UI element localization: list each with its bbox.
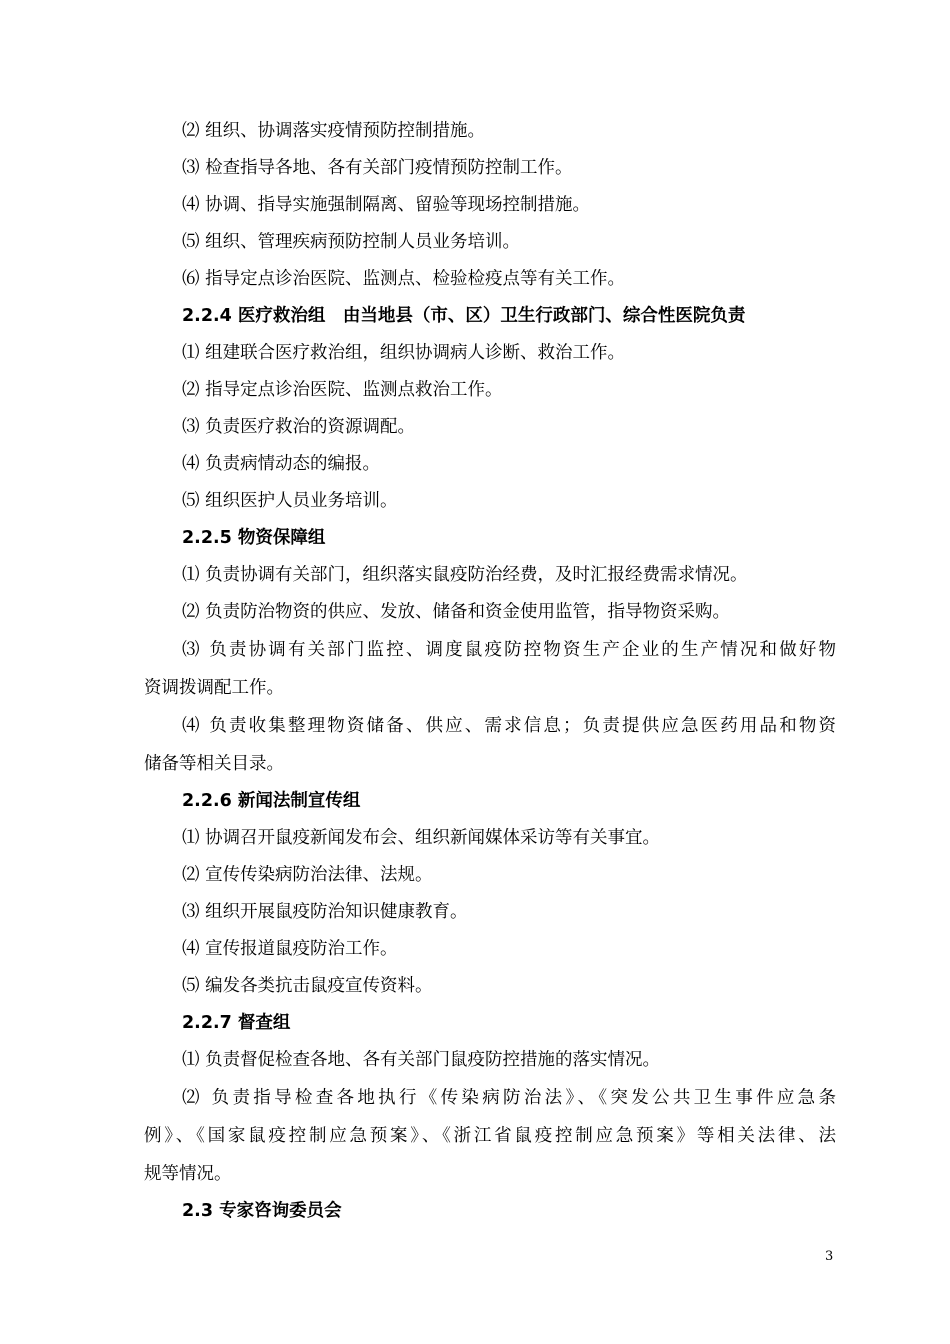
list-item-line: ⑶ 负责协调有关部门监控、调度鼠疫防控物资生产企业的生产情况和做好物 [182, 640, 836, 660]
list-item: ⑹ 指导定点诊治医院、监测点、检验检疫点等有关工作。 [182, 269, 626, 289]
list-item-line: 例》、《国家鼠疫控制应急预案》、《浙江省鼠疫控制应急预案》等相关法律、法 [144, 1126, 836, 1146]
list-item-line: ⑷ 负责收集整理物资储备、供应、需求信息；负责提供应急医药用品和物资 [182, 716, 836, 736]
list-item-line: ⑵ 负责指导检查各地执行《传染病防治法》、《突发公共卫生事件应急条 [182, 1088, 836, 1108]
list-item: ⑴ 组建联合医疗救治组，组织协调病人诊断、救治工作。 [182, 343, 626, 363]
section-heading: 2.2.4 医疗救治组 由当地县（市、区）卫生行政部门、综合性医院负责 [182, 306, 746, 326]
section-heading: 2.3 专家咨询委员会 [182, 1201, 342, 1221]
list-item: ⑷ 协调、指导实施强制隔离、留验等现场控制措施。 [182, 195, 591, 215]
list-item: ⑶ 检查指导各地、各有关部门疫情预防控制工作。 [182, 158, 573, 178]
list-item: ⑷ 负责病情动态的编报。 [182, 454, 381, 474]
list-item: ⑴ 负责督促检查各地、各有关部门鼠疫防控措施的落实情况。 [182, 1050, 661, 1070]
list-item-continuation: 储备等相关目录。 [144, 754, 284, 774]
section-heading: 2.2.6 新闻法制宣传组 [182, 791, 361, 811]
page-number: 3 [825, 1249, 834, 1264]
list-item: ⑷ 宣传报道鼠疫防治工作。 [182, 939, 398, 959]
list-item: ⑸ 组织医护人员业务培训。 [182, 491, 398, 511]
section-heading: 2.2.5 物资保障组 [182, 528, 326, 548]
list-item [144, 1079, 836, 1193]
list-item: ⑴ 协调召开鼠疫新闻发布会、组织新闻媒体采访等有关事宜。 [182, 828, 661, 848]
list-item: ⑵ 宣传传染病防治法律、法规。 [182, 865, 433, 885]
document-body [144, 113, 836, 1230]
section-heading: 2.2.7 督查组 [182, 1013, 291, 1033]
list-item: ⑴ 负责协调有关部门，组织落实鼠疫防治经费，及时汇报经费需求情况。 [182, 565, 748, 585]
list-item: ⑵ 组织、协调落实疫情预防控制措施。 [182, 121, 486, 141]
list-item: ⑸ 组织、管理疾病预防控制人员业务培训。 [182, 232, 521, 252]
list-item: ⑵ 指导定点诊治医院、监测点救治工作。 [182, 380, 503, 400]
list-item-continuation: 资调拨调配工作。 [144, 678, 284, 698]
list-item-continuation: 规等情况。 [144, 1164, 232, 1184]
list-item: ⑵ 负责防治物资的供应、发放、储备和资金使用监管，指导物资采购。 [182, 602, 731, 622]
list-item: ⑸ 编发各类抗击鼠疫宣传资料。 [182, 976, 433, 996]
list-item [144, 631, 836, 707]
list-item: ⑶ 负责医疗救治的资源调配。 [182, 417, 416, 437]
list-item: ⑶ 组织开展鼠疫防治知识健康教育。 [182, 902, 468, 922]
list-item [144, 707, 836, 783]
